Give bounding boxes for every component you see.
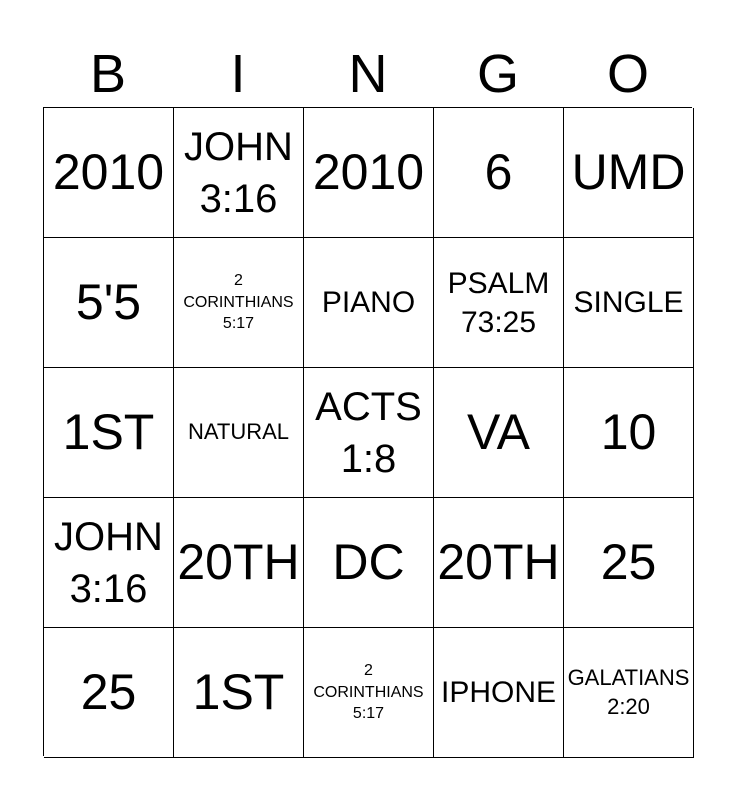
cell-text: 2 CORINTHIANS 5:17: [313, 662, 424, 723]
header-letter-o: O: [606, 44, 649, 104]
cell-text: 25: [600, 534, 657, 591]
bingo-cell-r3-c2[interactable]: [174, 368, 304, 498]
cell-text: 5'5: [75, 274, 142, 331]
bingo-cell-r4-c5[interactable]: [564, 498, 694, 628]
bingo-cell-r3-c1[interactable]: [44, 368, 174, 498]
bingo-cell-r2-c4[interactable]: [434, 238, 564, 368]
bingo-cell-r2-c3[interactable]: [304, 238, 434, 368]
bingo-cell-r4-c3[interactable]: [304, 498, 434, 628]
bingo-cell-r2-c2[interactable]: [174, 238, 304, 368]
cell-text: 20TH: [177, 534, 300, 591]
header-letter-g: G: [476, 44, 519, 104]
bingo-cell-r3-c5[interactable]: [564, 368, 694, 498]
bingo-header: [43, 40, 693, 108]
bingo-cell-r4-c4[interactable]: [434, 498, 564, 628]
cell-text: 2 CORINTHIANS 5:17: [183, 272, 294, 333]
cell-text: PIANO: [321, 286, 416, 319]
cell-text: PSALM 73:25: [447, 266, 550, 339]
bingo-cell-r5-c3[interactable]: [304, 628, 434, 758]
bingo-cell-r1-c2[interactable]: [174, 108, 304, 238]
cell-text: NATURAL: [187, 419, 290, 445]
bingo-cell-r5-c2[interactable]: [174, 628, 304, 758]
bingo-cell-r4-c1[interactable]: [44, 498, 174, 628]
cell-text: IPHONE: [440, 676, 557, 709]
cell-text: JOHN 3:16: [184, 124, 293, 221]
cell-text: VA: [467, 404, 530, 461]
bingo-cell-r5-c1[interactable]: [44, 628, 174, 758]
header-letter-n: N: [348, 44, 388, 104]
bingo-cell-r3-c4[interactable]: [434, 368, 564, 498]
cell-text: ACTS 1:8: [315, 384, 422, 481]
bingo-cell-r2-c1[interactable]: [44, 238, 174, 368]
bingo-cell-r1-c3[interactable]: [304, 108, 434, 238]
bingo-cell-r4-c2[interactable]: [174, 498, 304, 628]
cell-text: SINGLE: [573, 286, 684, 319]
cell-text: GALATIANS 2:20: [567, 664, 690, 719]
cell-text: DC: [332, 534, 405, 591]
cell-text: 1ST: [62, 404, 155, 461]
bingo-cell-r2-c5[interactable]: [564, 238, 694, 368]
bingo-cell-r1-c4[interactable]: [434, 108, 564, 238]
header-letter-b: B: [89, 44, 127, 104]
cell-text: 10: [600, 404, 657, 461]
bingo-cell-r3-c3[interactable]: [304, 368, 434, 498]
cell-text: UMD: [571, 144, 686, 201]
cell-text: 2010: [312, 144, 425, 201]
bingo-cell-r5-c4[interactable]: [434, 628, 564, 758]
cell-text: 1ST: [192, 664, 285, 721]
cell-text: JOHN 3:16: [54, 514, 163, 611]
cell-text: 25: [80, 664, 137, 721]
bingo-cell-r1-c5[interactable]: [564, 108, 694, 238]
header-letter-i: I: [230, 44, 246, 104]
bingo-board: [43, 107, 692, 756]
bingo-cell-r1-c1[interactable]: [44, 108, 174, 238]
bingo-cell-r5-c5[interactable]: [564, 628, 694, 758]
cell-text: 2010: [52, 144, 165, 201]
cell-text: 20TH: [437, 534, 560, 591]
cell-text: 6: [484, 144, 513, 201]
